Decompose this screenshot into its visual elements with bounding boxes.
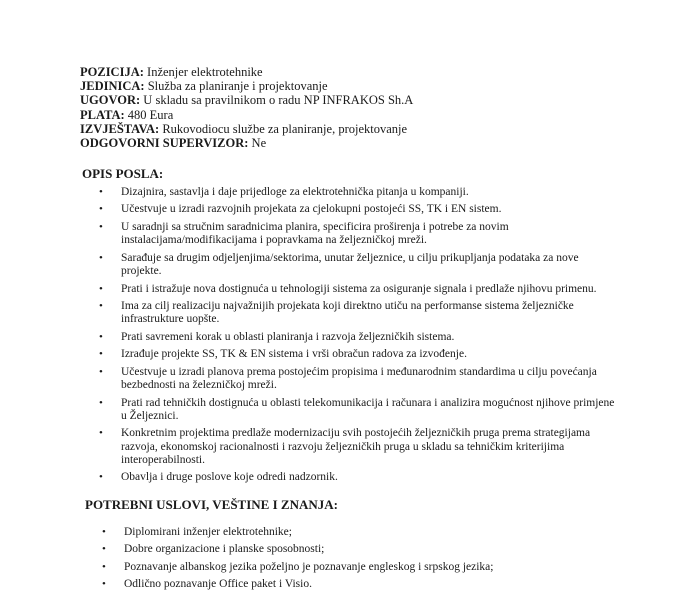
duty-item: • Prati rad tehničkih dostignuća u oblasti telekomunikacija i računara i analizira mogućnost njihove primjene u Željeznici. bbox=[97, 397, 617, 424]
salary-label: PLATA: bbox=[80, 107, 125, 122]
requirements-title: POTREBNI USLOVI, VEŠTINE I ZNANJA: bbox=[85, 497, 338, 512]
duty-item: • Prati savremeni korak u oblasti planiranja i razvoja željezničkih sistema. bbox=[97, 331, 617, 344]
requirements-list bbox=[100, 526, 620, 595]
duties-list bbox=[97, 186, 617, 489]
position-value: Inženjer elektrotehnike bbox=[143, 65, 263, 79]
duty-item: • Konkretnim projektima predlaže modernizaciju svih postojećih željezničkih pruga prema strategijama razvoja, ekonomskoj racionalnosti i razvoju željezničkih pruga u skladu sa tehničkim kriterijima interoperabilnosti. bbox=[97, 427, 617, 467]
reports-to-line bbox=[80, 122, 413, 136]
duty-item: • Učestvuje u izradi planova prema postojećim propisima i međunarodnim standardima u cilju povećanja bezbednosti na železničkoj mreži. bbox=[97, 366, 617, 393]
reports-to-value: Rukovodiocu službe za planiranje, projektovanje bbox=[159, 121, 408, 136]
unit-label: JEDINICA: bbox=[80, 79, 145, 94]
duty-item: • Sarađuje sa drugim odjeljenjima/sektorima, unutar željeznice, u cilju prikupljanja podataka za nove projekte. bbox=[97, 252, 617, 279]
job-description-title: OPIS POSLA: bbox=[82, 166, 164, 181]
supervisor-line bbox=[80, 136, 413, 150]
contract-line bbox=[80, 93, 413, 107]
duty-item: • U saradnji sa stručnim saradnicima planira, specificira proširenja i potrebe za novim instalacijama/modifikacijama i popravkama na željezničkoj mreži. bbox=[97, 221, 617, 248]
requirement-item: • Poznavanje albanskog jezika poželjno je poznavanje engleskog i srpskog jezika; bbox=[100, 561, 620, 574]
duty-item: • Obavlja i druge poslove koje odredi nadzornik. bbox=[97, 471, 617, 484]
unit-value: Služba za planiranje i projektovanje bbox=[144, 79, 328, 94]
salary-value: 480 Eura bbox=[124, 107, 174, 122]
position-label: POZICIJA: bbox=[80, 65, 144, 79]
contract-value: U skladu sa pravilnikom o radu NP INFRAKOS Sh.A bbox=[140, 93, 414, 108]
position-line bbox=[80, 65, 413, 79]
requirement-item: • Dobre organizacione i planske sposobnosti; bbox=[100, 543, 620, 556]
supervisor-value: Ne bbox=[248, 136, 267, 151]
unit-line bbox=[80, 79, 413, 93]
duty-item: • Ima za cilj realizaciju najvažnijih projekata koji direktno utiču na performanse sistema željezničke infrastrukture uopšte. bbox=[97, 300, 617, 327]
duty-item: • Prati i istražuje nova dostignuća u tehnologiji sistema za osiguranje signala i predlaže njihovu primenu. bbox=[97, 283, 617, 296]
reports-to-label: IZVJEŠTAVA: bbox=[80, 121, 160, 136]
salary-line bbox=[80, 108, 413, 122]
supervisor-label: ODGOVORNI SUPERVIZOR: bbox=[80, 136, 249, 151]
requirement-item: • Diplomirani inženjer elektrotehnike; bbox=[100, 526, 620, 539]
duty-item: • Učestvuje u izradi razvojnih projekata za cjelokupni postojeći SS, TK i EN sistem. bbox=[97, 203, 617, 216]
contract-label: UGOVOR: bbox=[80, 93, 141, 108]
requirement-item: • Odlično poznavanje Office paket i Visio. bbox=[100, 578, 620, 591]
duty-item: • Izrađuje projekte SS, TK & EN sistema i vrši obračun radova za izvođenje. bbox=[97, 348, 617, 361]
job-header bbox=[80, 65, 413, 150]
duty-item: • Dizajnira, sastavlja i daje prijedloge za elektrotehnička pitanja u kompaniji. bbox=[97, 186, 617, 199]
